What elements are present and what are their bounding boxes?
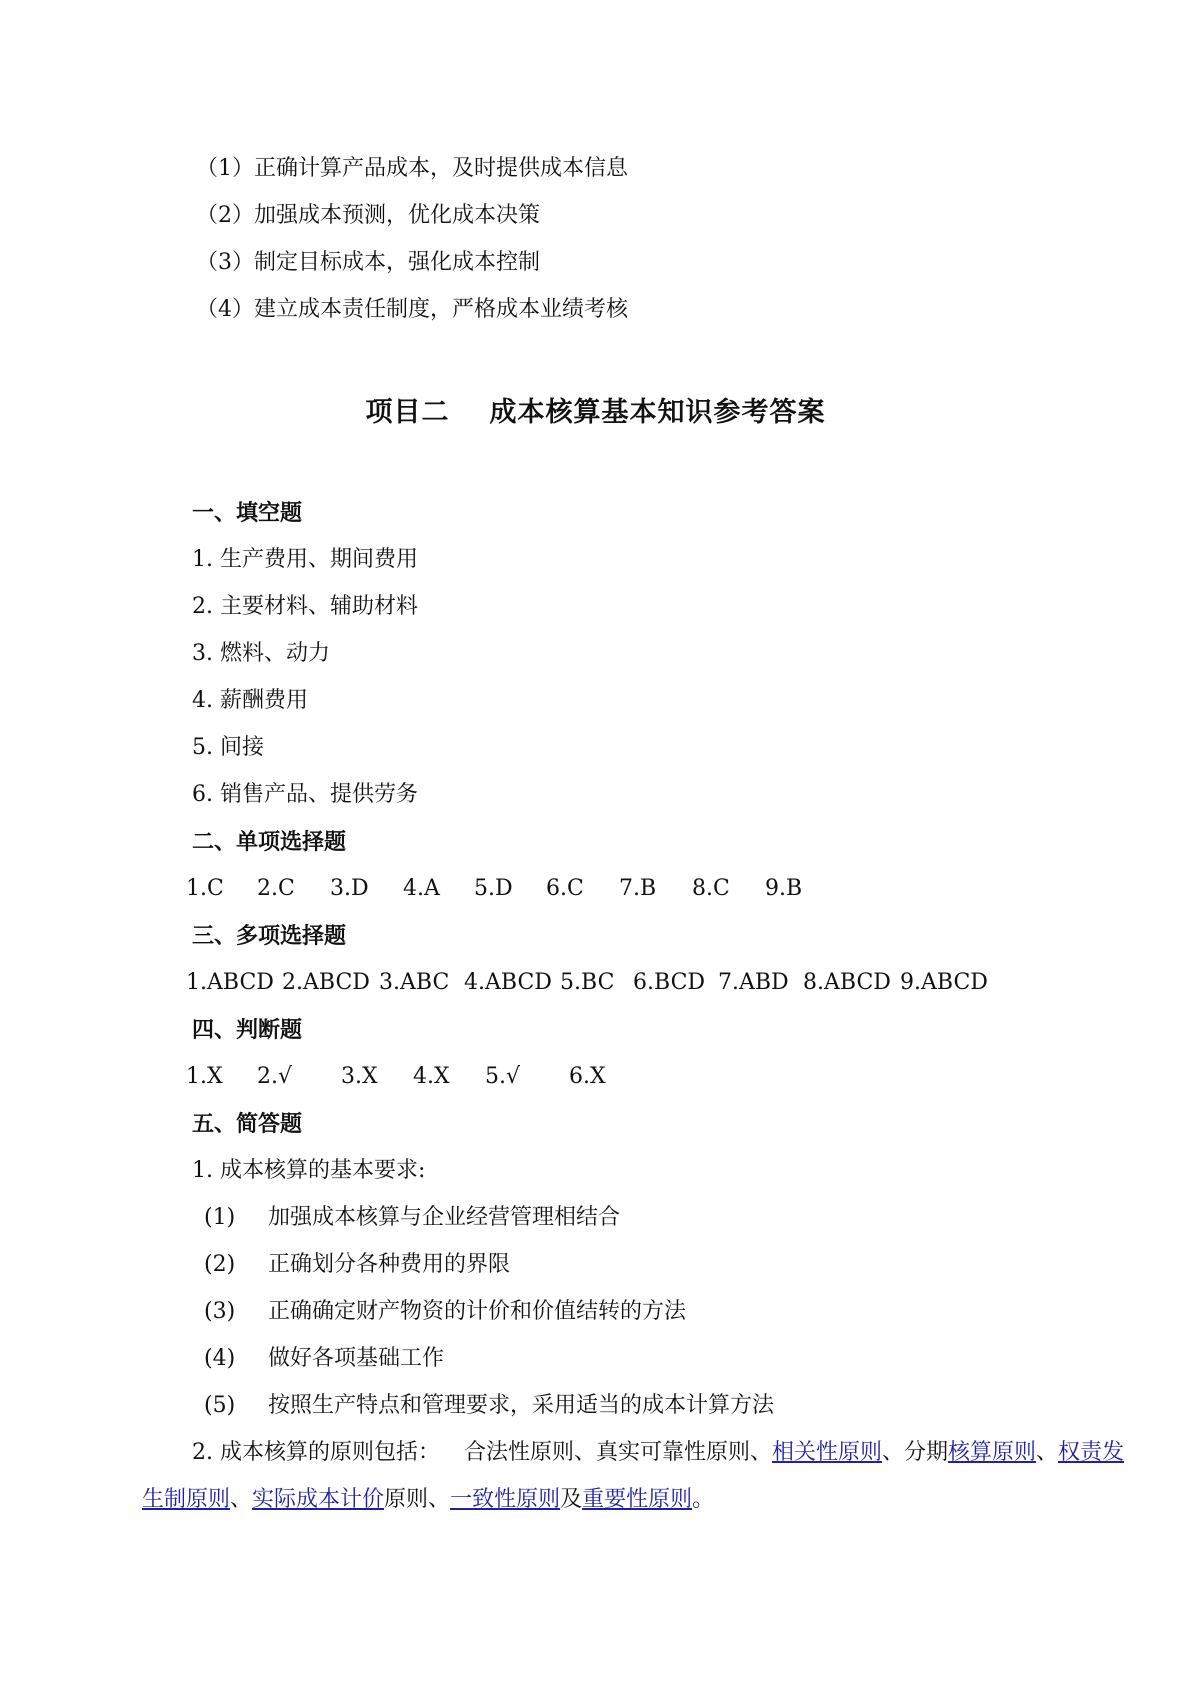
link-consistency-principle[interactable]: 一致性原则: [450, 1487, 561, 1512]
intro-item-1: （1）正确计算产品成本，及时提供成本信息: [196, 156, 628, 181]
q1-item-text-5: 按照生产特点和管理要求，采用适当的成本计算方法: [268, 1393, 775, 1418]
q1-item-num-1: (1): [204, 1205, 236, 1230]
q1-item-num-4: (4): [204, 1346, 236, 1371]
multi-answer-1: 1.ABCD: [186, 970, 274, 995]
link-accounting-principle[interactable]: 核算原则: [948, 1440, 1037, 1465]
short-answer-q1: 1. 成本核算的基本要求:: [192, 1158, 426, 1183]
fill-blank-heading: 一、填空题: [192, 500, 303, 526]
single-answer-8: 8.C: [692, 876, 730, 901]
q1-item-text-3: 正确确定财产物资的计价和价值结转的方法: [268, 1299, 687, 1324]
single-answer-3: 3.D: [330, 876, 369, 901]
intro-item-4: （4）建立成本责任制度，严格成本业绩考核: [196, 297, 628, 322]
q2-text-6: 原则、: [384, 1487, 451, 1512]
link-materiality-principle[interactable]: 重要性原则: [582, 1487, 693, 1512]
fill-blank-item-2: 2. 主要材料、辅助材料: [192, 594, 418, 619]
true-false-answers: [186, 1063, 606, 1091]
tf-answer-3: 3.X: [341, 1064, 378, 1089]
fill-blank-item-5: 5. 间接: [192, 735, 264, 760]
fill-blank-item-1: 1. 生产费用、期间费用: [192, 547, 418, 572]
q1-item-num-2: (2): [204, 1252, 236, 1277]
fill-blank-item-3: 3. 燃料、动力: [192, 641, 330, 666]
tf-answer-5: 5.√: [485, 1064, 521, 1089]
q1-item-text-2: 正确划分各种费用的界限: [268, 1252, 511, 1277]
multi-answer-6: 6.BCD: [633, 970, 706, 995]
multi-answer-8: 8.ABCD: [803, 970, 891, 995]
q2-text-4: 、: [1036, 1440, 1059, 1465]
multi-answer-9: 9.ABCD: [900, 970, 988, 995]
multi-choice-answers: [186, 969, 988, 997]
tf-answer-4: 4.X: [413, 1064, 450, 1089]
q2-text-2: 合法性原则、真实可靠性原则、: [463, 1440, 772, 1465]
intro-item-2: （2）加强成本预测，优化成本决策: [196, 203, 540, 228]
q1-item-num-5: (5): [204, 1393, 236, 1418]
link-actual-cost-valuation[interactable]: 实际成本计价: [252, 1487, 385, 1512]
fill-blank-item-4: 4. 薪酬费用: [192, 688, 308, 713]
single-answer-2: 2.C: [257, 876, 295, 901]
q2-text-3: 、分期: [882, 1440, 949, 1465]
multi-answer-5: 5.BC: [560, 970, 615, 995]
title-part-1: 项目二: [365, 397, 450, 428]
q2-text-8: 。: [692, 1487, 715, 1512]
multi-answer-3: 3.ABC: [379, 970, 450, 995]
multi-answer-2: 2.ABCD: [282, 970, 370, 995]
q1-item-text-1: 加强成本核算与企业经营管理相结合: [268, 1205, 621, 1230]
q2-text-5: 、: [230, 1487, 253, 1512]
q1-item-text-4: 做好各项基础工作: [268, 1346, 445, 1371]
intro-item-3: （3）制定目标成本，强化成本控制: [196, 250, 540, 275]
short-answer-q2: [142, 1429, 1132, 1523]
single-choice-heading: 二、单项选择题: [192, 829, 347, 855]
single-answer-9: 9.B: [765, 876, 803, 901]
tf-answer-6: 6.X: [569, 1064, 606, 1089]
q2-text-7: 及: [560, 1487, 583, 1512]
fill-blank-item-6: 6. 销售产品、提供劳务: [192, 782, 418, 807]
q1-item-num-3: (3): [204, 1299, 236, 1324]
single-choice-answers: [186, 875, 802, 903]
link-relevance-principle[interactable]: 相关性原则: [772, 1440, 883, 1465]
multi-choice-heading: 三、多项选择题: [192, 923, 347, 949]
short-answer-heading: 五、简答题: [192, 1111, 303, 1137]
link-accrual-principle[interactable]: 权责发生制原则: [142, 1440, 1125, 1512]
single-answer-4: 4.A: [403, 876, 440, 901]
tf-answer-2: 2.√: [257, 1064, 293, 1089]
single-answer-6: 6.C: [546, 876, 584, 901]
page-title: [0, 395, 1191, 431]
single-answer-1: 1.C: [186, 876, 224, 901]
tf-answer-1: 1.X: [186, 1064, 223, 1089]
multi-answer-7: 7.ABD: [718, 970, 789, 995]
single-answer-5: 5.D: [474, 876, 513, 901]
title-part-2: 成本核算基本知识参考答案: [489, 397, 826, 428]
multi-answer-4: 4.ABCD: [464, 970, 552, 995]
q2-text-1: 2. 成本核算的原则包括：: [192, 1440, 440, 1465]
true-false-heading: 四、判断题: [192, 1017, 303, 1043]
single-answer-7: 7.B: [619, 876, 657, 901]
